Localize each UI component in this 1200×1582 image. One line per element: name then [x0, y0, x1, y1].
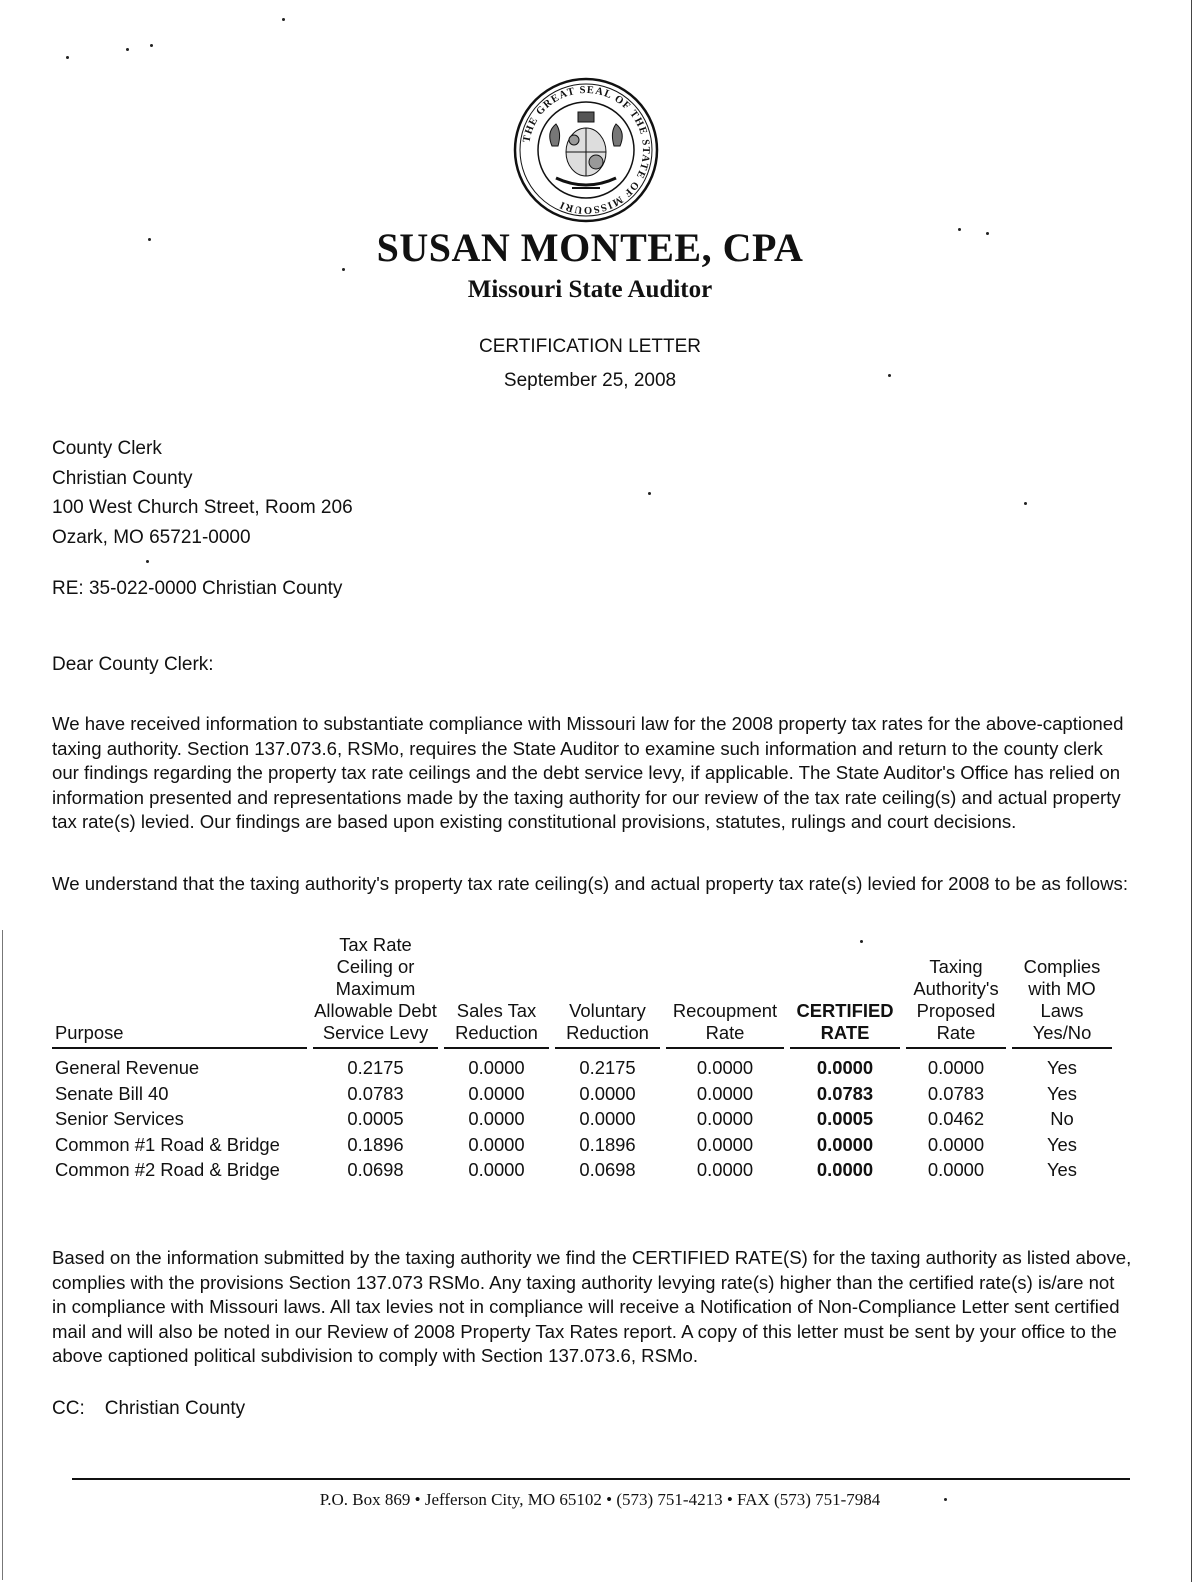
table-row: [52, 1048, 1112, 1081]
cell-certified: 0.0005: [816, 1108, 874, 1129]
cell-purpose: Common #1 Road & Bridge: [55, 1133, 280, 1155]
cell-voluntary: 0.0000: [579, 1108, 636, 1129]
svg-text:THE GREAT SEAL OF THE STATE OF: THE GREAT SEAL OF THE STATE OF MISSOURI: [521, 84, 652, 216]
recipient-line: Christian County: [52, 468, 193, 489]
tax-rate-table: [52, 934, 1112, 1183]
table-row: [52, 1157, 1112, 1183]
cell-ceiling: 0.0698: [347, 1159, 404, 1180]
cell-certified: 0.0000: [816, 1057, 874, 1078]
cell-recoupment: 0.0000: [696, 1159, 754, 1180]
cell-sales: 0.0000: [468, 1057, 525, 1078]
cell-purpose: Common #2 Road & Bridge: [55, 1159, 280, 1180]
header-certified-rate: CERTIFIED RATE: [790, 934, 900, 1048]
cell-voluntary: 0.1896: [579, 1133, 636, 1155]
cell-purpose: Senate Bill 40: [55, 1082, 169, 1104]
body-paragraph-3: Based on the information submitted by the taxing authority we find the CERTIFIED RATE(S) for the taxing authority as listed above, complies with the provisions Section 137.073 RSMo. Any taxing authority levying rate(s) higher than the certified rate(s) is/are not in compliance with Missouri laws. All tax levies not in compliance will receive a Notification of Non-Compliance Letter sent certified mail and will also be noted in our Review of 2008 Property Tax Rates report. A copy of this letter must be sent by your office to the above captioned political subdivision to comply with Section 137.073.6, RSMo.: [52, 1247, 1132, 1366]
body-paragraph-1: We have received information to substantiate compliance with Missouri law for the 2008 property tax rates for the above-captioned taxing authority. Section 137.073.6, RSMo, requires the State Auditor to examine such information and return to the county clerk our findings regarding the property tax rate ceilings and the debt service levy, if applicable. The State Auditor's Office has relied on information presented and representations made by the taxing authority for our review of the tax rate ceiling(s) and actual property tax rate(s) levied. Our findings are based upon existing constitutional provisions, statutes, rulings and court decisions.: [52, 713, 1124, 832]
table-header-row: [52, 934, 1112, 1048]
scan-speck: [1024, 502, 1027, 505]
cell-recoupment: 0.0000: [696, 1082, 754, 1104]
cell-recoupment: 0.0000: [696, 1133, 754, 1155]
scan-edge: [2, 930, 3, 1580]
cc-line: [52, 1398, 265, 1420]
cell-recoupment: 0.0000: [696, 1057, 754, 1078]
cell-complies: Yes: [1046, 1133, 1077, 1155]
auditor-title: Missouri State Auditor: [467, 276, 713, 303]
scan-speck: [282, 18, 285, 21]
cc-label: CC:: [52, 1398, 85, 1419]
cell-certified: 0.0783: [816, 1082, 874, 1104]
header-ceiling: Tax Rate Ceiling or Maximum Allowable Debt Service Levy: [313, 934, 438, 1048]
cell-complies: Yes: [1046, 1159, 1077, 1180]
cell-proposed: 0.0000: [927, 1159, 985, 1180]
cell-certified: 0.0000: [816, 1133, 874, 1155]
table-row: [52, 1081, 1112, 1107]
scan-edge: [1191, 0, 1192, 1582]
cell-voluntary: 0.2175: [579, 1057, 636, 1078]
cell-recoupment: 0.0000: [696, 1108, 754, 1129]
header-recoupment-rate: Recoupment Rate: [666, 934, 784, 1048]
footer-contact: P.O. Box 869 • Jefferson City, MO 65102 • (573) 751-4213 • FAX (573) 751-7984: [319, 1490, 881, 1509]
cell-ceiling: 0.1896: [347, 1133, 404, 1155]
scan-speck: [648, 492, 651, 495]
header-voluntary-reduction: Voluntary Reduction: [555, 934, 660, 1048]
recipient-line: 100 West Church Street, Room 206: [52, 497, 353, 518]
table-row: [52, 1132, 1112, 1158]
scan-speck: [146, 560, 149, 563]
header-proposed-rate: Taxing Authority's Proposed Rate: [906, 934, 1006, 1048]
cell-ceiling: 0.0783: [347, 1082, 404, 1104]
cell-sales: 0.0000: [468, 1159, 525, 1180]
scan-speck: [66, 56, 69, 59]
recipient-line: County Clerk: [52, 438, 162, 459]
cell-complies: Yes: [1046, 1082, 1077, 1104]
auditor-name: SUSAN MONTEE, CPA: [376, 225, 804, 270]
cell-proposed: 0.0783: [927, 1082, 985, 1104]
cell-purpose: Senior Services: [55, 1108, 184, 1129]
header-sales-tax-reduction: Sales Tax Reduction: [444, 934, 549, 1048]
header-purpose: Purpose: [52, 934, 307, 1048]
document-date: September 25, 2008: [503, 370, 677, 391]
cell-ceiling: 0.2175: [347, 1057, 404, 1078]
recipient-line: Ozark, MO 65721-0000: [52, 527, 251, 548]
body-paragraph-2: We understand that the taxing authority's property tax rate ceiling(s) and actual property tax rate(s) levied for 2008 to be as follows:: [52, 873, 1129, 894]
footer-divider: [72, 1478, 1130, 1480]
cell-proposed: 0.0462: [927, 1108, 985, 1129]
missouri-state-seal-icon: [512, 76, 660, 224]
salutation: Dear County Clerk:: [52, 654, 214, 675]
cell-proposed: 0.0000: [927, 1057, 985, 1078]
table-row: [52, 1106, 1112, 1132]
scan-speck: [126, 48, 129, 51]
cell-sales: 0.0000: [468, 1108, 525, 1129]
document-type: CERTIFICATION LETTER: [478, 336, 702, 357]
cell-voluntary: 0.0000: [579, 1082, 636, 1104]
cell-sales: 0.0000: [468, 1133, 525, 1155]
cell-sales: 0.0000: [468, 1082, 525, 1104]
cc-value: Christian County: [104, 1398, 246, 1419]
cell-complies: No: [1050, 1108, 1074, 1129]
cell-proposed: 0.0000: [927, 1133, 985, 1155]
cell-certified: 0.0000: [816, 1159, 874, 1180]
scan-speck: [150, 44, 153, 47]
cell-voluntary: 0.0698: [579, 1159, 636, 1180]
cell-ceiling: 0.0005: [347, 1108, 404, 1129]
cell-purpose: General Revenue: [55, 1057, 200, 1078]
cell-complies: Yes: [1046, 1057, 1077, 1078]
header-complies: Complies with MO Laws Yes/No: [1012, 934, 1112, 1048]
reference-line: RE: 35-022-0000 Christian County: [52, 578, 343, 599]
